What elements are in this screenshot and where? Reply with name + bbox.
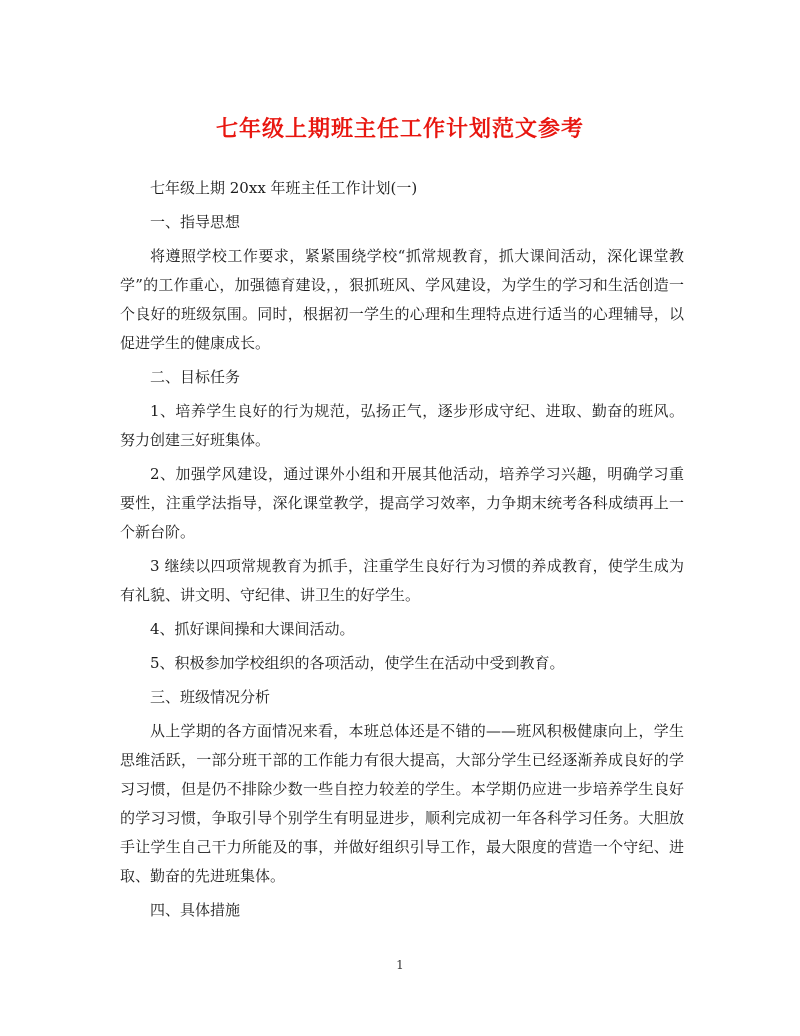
goal-item-5: 5、积极参加学校组织的各项活动，使学生在活动中受到教育。 <box>150 654 565 672</box>
document-body <box>120 174 684 930</box>
section-heading-goals: 二、目标任务 <box>150 368 241 386</box>
section-heading-class-analysis: 三、班级情况分析 <box>150 688 271 706</box>
plan-subtitle: 七年级上期 20xx 年班主任工作计划(一) <box>150 179 418 197</box>
goal-item-2: 2、加强学风建设，通过课外小组和开展其他活动，培养学习兴趣，明确学习重要性，注重学法指导，深化课堂教学，提高学习效率，力争期末统考各科成绩再上一个新台阶。 <box>120 465 684 541</box>
goal-item-4: 4、抓好课间操和大课间活动。 <box>150 620 355 638</box>
page-number: 1 <box>396 958 404 972</box>
paragraph-class-analysis: 从上学期的各方面情况来看，本班总体还是不错的——班风积极健康向上，学生思维活跃，一部分班干部的工作能力有很大提高，大部分学生已经逐渐养成良好的学习习惯，但是仍不排除少数一些自控力较差的学生。本学期仍应进一步培养学生良好的学习习惯，争取引导个别学生有明显进步，顺利完成初一年各科学习任务。大胆放手让学生自己干力所能及的事，并做好组织引导工作，最大限度的营造一个守纪、进取、勤奋的先进班集体。 <box>120 722 684 885</box>
section-heading-measures: 四、具体措施 <box>150 901 241 919</box>
goal-item-3: 3 继续以四项常规教育为抓手，注重学生良好行为习惯的养成教育，使学生成为有礼貌、讲文明、守纪律、讲卫生的好学生。 <box>120 557 684 604</box>
goal-item-1: 1、培养学生良好的行为规范，弘扬正气，逐步形成守纪、进取、勤奋的班风。努力创建三好班集体。 <box>120 402 684 449</box>
paragraph-guiding-ideology: 将遵照学校工作要求，紧紧围绕学校“抓常规教育，抓大课间活动，深化课堂教学”的工作重心，加强德育建设，，狠抓班风、学风建设，为学生的学习和生活创造一个良好的班级氛围。同时，根据初一学生的心理和生理特点进行适当的心理辅导，以促进学生的健康成长。 <box>120 247 684 352</box>
document-title: 七年级上期班主任工作计划范文参考 <box>215 116 584 142</box>
section-heading-guiding-ideology: 一、指导思想 <box>150 213 241 231</box>
